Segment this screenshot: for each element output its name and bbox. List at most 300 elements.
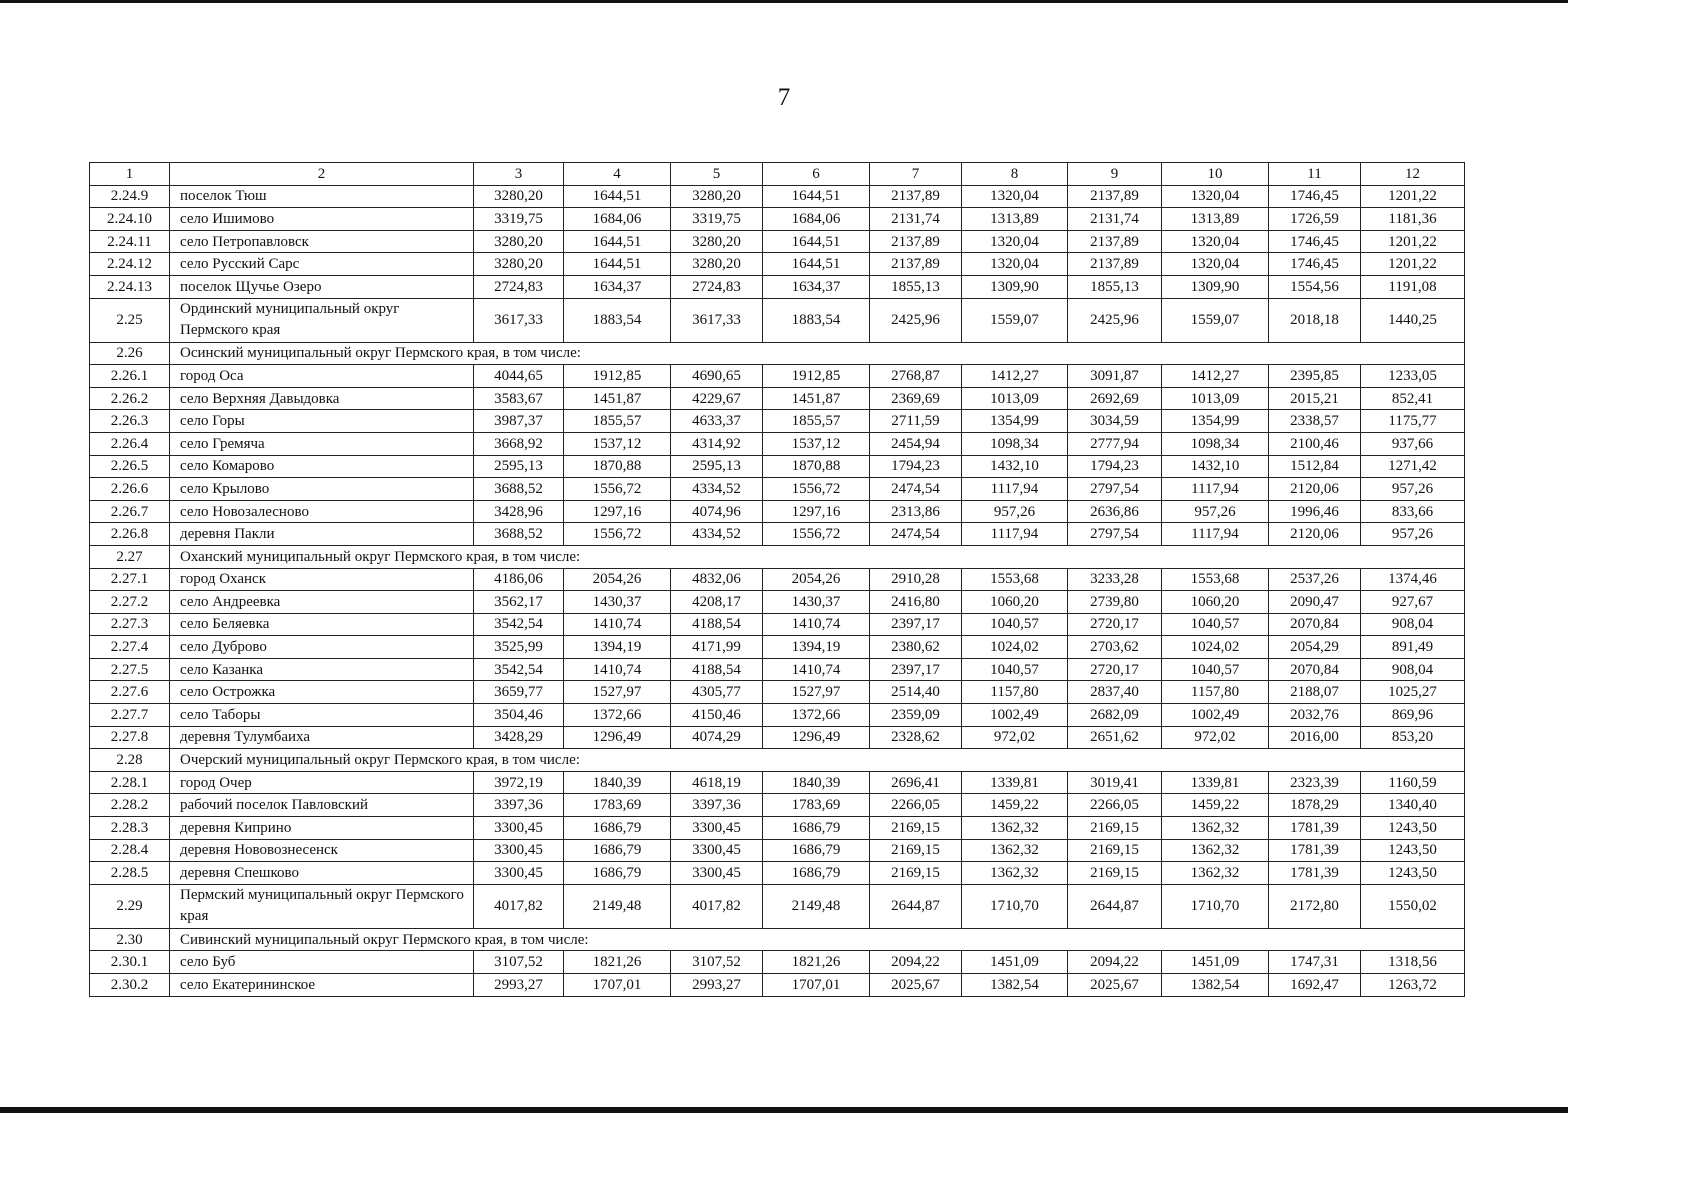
value-cell: 1320,04 [1162,230,1269,253]
table-row [90,817,1465,840]
value-cell: 1430,37 [564,591,671,614]
value-cell: 1432,10 [1162,455,1269,478]
value-cell: 2137,89 [870,230,962,253]
value-cell: 2369,69 [870,387,962,410]
value-cell: 2474,54 [870,478,962,501]
value-cell: 1374,46 [1361,568,1465,591]
value-cell: 1878,29 [1269,794,1361,817]
value-cell: 1320,04 [962,230,1068,253]
value-cell: 2100,46 [1269,432,1361,455]
value-cell: 1550,02 [1361,884,1465,928]
row-number: 2.26.6 [90,478,170,501]
value-cell: 1686,79 [564,862,671,885]
value-cell: 1318,56 [1361,951,1465,974]
value-cell: 1634,37 [564,275,671,298]
value-cell: 1644,51 [564,230,671,253]
value-cell: 1320,04 [1162,253,1269,276]
row-number: 2.26.5 [90,455,170,478]
value-cell: 2636,86 [1068,500,1162,523]
value-cell: 1040,57 [962,613,1068,636]
value-cell: 891,49 [1361,636,1465,659]
value-cell: 1644,51 [763,230,870,253]
settlement-name: село Острожка [170,681,474,704]
table-row [90,253,1465,276]
value-cell: 3542,54 [474,658,564,681]
value-cell: 1644,51 [763,185,870,208]
value-cell: 1362,32 [962,862,1068,885]
value-cell: 1117,94 [962,478,1068,501]
value-cell: 4171,99 [671,636,763,659]
value-cell: 1553,68 [962,568,1068,591]
value-cell: 2169,15 [1068,817,1162,840]
value-cell: 3300,45 [671,817,763,840]
value-cell: 3280,20 [671,185,763,208]
value-cell: 1855,13 [870,275,962,298]
value-cell: 1372,66 [564,704,671,727]
value-cell: 2595,13 [671,455,763,478]
value-cell: 1451,09 [962,951,1068,974]
value-cell: 1098,34 [962,432,1068,455]
value-cell: 4832,06 [671,568,763,591]
row-number: 2.30 [90,928,170,951]
value-cell: 3659,77 [474,681,564,704]
settlement-name: поселок Тюш [170,185,474,208]
value-cell: 2169,15 [870,817,962,840]
value-cell: 3233,28 [1068,568,1162,591]
value-cell: 2137,89 [870,185,962,208]
value-cell: 957,26 [1361,523,1465,546]
value-cell: 1362,32 [1162,839,1269,862]
value-cell: 3280,20 [474,185,564,208]
value-cell: 3280,20 [671,230,763,253]
page-number: 7 [777,84,791,111]
row-number: 2.24.11 [90,230,170,253]
value-cell: 1002,49 [1162,704,1269,727]
column-header: 10 [1162,163,1269,186]
value-cell: 3280,20 [671,253,763,276]
value-cell: 852,41 [1361,387,1465,410]
value-cell: 4044,65 [474,365,564,388]
row-number: 2.24.9 [90,185,170,208]
table-row [90,275,1465,298]
value-cell: 1098,34 [1162,432,1269,455]
value-cell: 2692,69 [1068,387,1162,410]
value-cell: 1201,22 [1361,253,1465,276]
value-cell: 1707,01 [763,974,870,997]
value-cell: 1556,72 [564,478,671,501]
value-cell: 2137,89 [870,253,962,276]
value-cell: 1746,45 [1269,253,1361,276]
settlement-name: село Екатерининское [170,974,474,997]
row-number: 2.27.3 [90,613,170,636]
value-cell: 4186,06 [474,568,564,591]
value-cell: 1840,39 [564,771,671,794]
value-cell: 1726,59 [1269,208,1361,231]
tariff-table [89,162,1465,997]
value-cell: 4334,52 [671,478,763,501]
value-cell: 1553,68 [1162,568,1269,591]
value-cell: 2993,27 [671,974,763,997]
value-cell: 2711,59 [870,410,962,433]
value-cell: 1372,66 [763,704,870,727]
value-cell: 3525,99 [474,636,564,659]
value-cell: 1634,37 [763,275,870,298]
value-cell: 3397,36 [671,794,763,817]
value-cell: 2054,29 [1269,636,1361,659]
row-number: 2.24.12 [90,253,170,276]
value-cell: 1382,54 [962,974,1068,997]
row-number: 2.28.2 [90,794,170,817]
value-cell: 2149,48 [763,884,870,928]
section-title: Осинский муниципальный округ Пермского края, в том числе: [170,342,1465,365]
value-cell: 2720,17 [1068,658,1162,681]
value-cell: 4314,92 [671,432,763,455]
value-cell: 2454,94 [870,432,962,455]
value-cell: 2397,17 [870,613,962,636]
table-row [90,839,1465,862]
value-cell: 4188,54 [671,613,763,636]
value-cell: 1412,27 [962,365,1068,388]
value-cell: 908,04 [1361,613,1465,636]
value-cell: 1313,89 [962,208,1068,231]
value-cell: 1362,32 [962,817,1068,840]
header-row [90,163,1465,186]
settlement-name: село Ишимово [170,208,474,231]
settlement-name: село Беляевка [170,613,474,636]
value-cell: 1710,70 [962,884,1068,928]
value-cell: 1692,47 [1269,974,1361,997]
table-row [90,884,1465,928]
table-row [90,636,1465,659]
value-cell: 1747,31 [1269,951,1361,974]
table-row [90,432,1465,455]
row-number: 2.30.2 [90,974,170,997]
value-cell: 1024,02 [1162,636,1269,659]
value-cell: 1644,51 [564,185,671,208]
value-cell: 4305,77 [671,681,763,704]
settlement-name: село Крылово [170,478,474,501]
value-cell: 3562,17 [474,591,564,614]
value-cell: 1883,54 [763,298,870,342]
value-cell: 2172,80 [1269,884,1361,928]
row-number: 2.26.7 [90,500,170,523]
value-cell: 2137,89 [1068,230,1162,253]
value-cell: 957,26 [1162,500,1269,523]
table-row [90,704,1465,727]
column-header: 1 [90,163,170,186]
value-cell: 2474,54 [870,523,962,546]
value-cell: 2137,89 [1068,253,1162,276]
value-cell: 3091,87 [1068,365,1162,388]
value-cell: 1440,25 [1361,298,1465,342]
section-row [90,928,1465,951]
value-cell: 2595,13 [474,455,564,478]
settlement-name: село Дуброво [170,636,474,659]
row-number: 2.24.10 [90,208,170,231]
table-row [90,794,1465,817]
settlement-name: поселок Щучье Озеро [170,275,474,298]
value-cell: 1512,84 [1269,455,1361,478]
value-cell: 3504,46 [474,704,564,727]
value-cell: 3668,92 [474,432,564,455]
value-cell: 4208,17 [671,591,763,614]
value-cell: 1537,12 [763,432,870,455]
value-cell: 1157,80 [962,681,1068,704]
scan-top-edge [0,0,1568,3]
column-header: 7 [870,163,962,186]
value-cell: 3987,37 [474,410,564,433]
value-cell: 4618,19 [671,771,763,794]
value-cell: 2016,00 [1269,726,1361,749]
value-cell: 908,04 [1361,658,1465,681]
value-cell: 4334,52 [671,523,763,546]
value-cell: 2739,80 [1068,591,1162,614]
value-cell: 1263,72 [1361,974,1465,997]
value-cell: 2094,22 [870,951,962,974]
value-cell: 2910,28 [870,568,962,591]
value-cell: 957,26 [1361,478,1465,501]
table-row [90,230,1465,253]
value-cell: 1362,32 [962,839,1068,862]
value-cell: 1313,89 [1162,208,1269,231]
value-cell: 4017,82 [474,884,564,928]
value-cell: 2018,18 [1269,298,1361,342]
value-cell: 1686,79 [763,817,870,840]
value-cell: 2070,84 [1269,613,1361,636]
value-cell: 1912,85 [763,365,870,388]
value-cell: 1686,79 [763,862,870,885]
value-cell: 1410,74 [763,613,870,636]
value-cell: 1117,94 [1162,478,1269,501]
value-cell: 2768,87 [870,365,962,388]
settlement-name: Ординский муниципальный округ Пермского края [170,298,474,342]
value-cell: 3428,29 [474,726,564,749]
value-cell: 2149,48 [564,884,671,928]
table-row [90,951,1465,974]
value-cell: 869,96 [1361,704,1465,727]
value-cell: 1339,81 [962,771,1068,794]
settlement-name: деревня Нововознесенск [170,839,474,862]
value-cell: 1243,50 [1361,839,1465,862]
value-cell: 1117,94 [962,523,1068,546]
value-cell: 1556,72 [564,523,671,546]
value-cell: 1320,04 [962,253,1068,276]
value-cell: 1309,90 [1162,275,1269,298]
value-cell: 3542,54 [474,613,564,636]
value-cell: 2338,57 [1269,410,1361,433]
value-cell: 1024,02 [962,636,1068,659]
settlement-name: село Гремяча [170,432,474,455]
row-number: 2.28.3 [90,817,170,840]
value-cell: 1191,08 [1361,275,1465,298]
table-row [90,862,1465,885]
value-cell: 2131,74 [870,208,962,231]
settlement-name: город Оса [170,365,474,388]
row-number: 2.26.2 [90,387,170,410]
settlement-name: село Горы [170,410,474,433]
value-cell: 3617,33 [671,298,763,342]
value-cell: 1233,05 [1361,365,1465,388]
value-cell: 1459,22 [1162,794,1269,817]
column-header: 6 [763,163,870,186]
value-cell: 2993,27 [474,974,564,997]
value-cell: 1684,06 [763,208,870,231]
value-cell: 1781,39 [1269,817,1361,840]
settlement-name: село Новозалесново [170,500,474,523]
settlement-name: деревня Киприно [170,817,474,840]
settlement-name: село Русский Сарс [170,253,474,276]
value-cell: 1781,39 [1269,839,1361,862]
value-cell: 3300,45 [474,862,564,885]
value-cell: 1060,20 [1162,591,1269,614]
row-number: 2.27.2 [90,591,170,614]
settlement-name: село Комарово [170,455,474,478]
row-number: 2.27.7 [90,704,170,727]
settlement-name: Пермский муниципальный округ Пермского края [170,884,474,928]
value-cell: 3300,45 [474,817,564,840]
value-cell: 1855,57 [763,410,870,433]
value-cell: 1686,79 [564,839,671,862]
value-cell: 2169,15 [1068,839,1162,862]
table-row [90,500,1465,523]
row-number: 2.28.5 [90,862,170,885]
settlement-name: село Таборы [170,704,474,727]
value-cell: 1451,87 [564,387,671,410]
row-number: 2.27.4 [90,636,170,659]
value-cell: 1320,04 [1162,185,1269,208]
table-row [90,771,1465,794]
value-cell: 1201,22 [1361,230,1465,253]
value-cell: 4150,46 [671,704,763,727]
value-cell: 3688,52 [474,478,564,501]
value-cell: 2395,85 [1269,365,1361,388]
value-cell: 1527,97 [763,681,870,704]
value-cell: 1320,04 [962,185,1068,208]
row-number: 2.26.8 [90,523,170,546]
value-cell: 2131,74 [1068,208,1162,231]
column-header: 11 [1269,163,1361,186]
value-cell: 1794,23 [870,455,962,478]
value-cell: 1707,01 [564,974,671,997]
value-cell: 1644,51 [763,253,870,276]
value-cell: 1556,72 [763,523,870,546]
settlement-name: село Андреевка [170,591,474,614]
value-cell: 2425,96 [870,298,962,342]
row-number: 2.28 [90,749,170,772]
row-number: 2.28.1 [90,771,170,794]
value-cell: 2169,15 [870,839,962,862]
value-cell: 1644,51 [564,253,671,276]
row-number: 2.26.3 [90,410,170,433]
value-cell: 1297,16 [564,500,671,523]
table-row [90,681,1465,704]
value-cell: 1432,10 [962,455,1068,478]
value-cell: 3428,96 [474,500,564,523]
value-cell: 2703,62 [1068,636,1162,659]
settlement-name: село Петропавловск [170,230,474,253]
value-cell: 2137,89 [1068,185,1162,208]
scan-bottom-edge [0,1107,1568,1113]
value-cell: 2797,54 [1068,523,1162,546]
value-cell: 2090,47 [1269,591,1361,614]
table-row [90,208,1465,231]
settlement-name: город Оханск [170,568,474,591]
value-cell: 1783,69 [763,794,870,817]
settlement-name: рабочий поселок Павловский [170,794,474,817]
value-cell: 2169,15 [1068,862,1162,885]
value-cell: 1201,22 [1361,185,1465,208]
value-cell: 3107,52 [474,951,564,974]
value-cell: 4188,54 [671,658,763,681]
value-cell: 1362,32 [1162,862,1269,885]
value-cell: 2720,17 [1068,613,1162,636]
value-cell: 1354,99 [962,410,1068,433]
value-cell: 1746,45 [1269,185,1361,208]
value-cell: 2724,83 [671,275,763,298]
row-number: 2.27.1 [90,568,170,591]
value-cell: 3107,52 [671,951,763,974]
value-cell: 1013,09 [1162,387,1269,410]
value-cell: 1040,57 [962,658,1068,681]
value-cell: 853,20 [1361,726,1465,749]
value-cell: 2054,26 [564,568,671,591]
value-cell: 3280,20 [474,230,564,253]
value-cell: 1996,46 [1269,500,1361,523]
value-cell: 2094,22 [1068,951,1162,974]
value-cell: 1410,74 [763,658,870,681]
value-cell: 957,26 [962,500,1068,523]
table-row [90,658,1465,681]
table-row [90,298,1465,342]
value-cell: 2188,07 [1269,681,1361,704]
value-cell: 1855,13 [1068,275,1162,298]
value-cell: 972,02 [962,726,1068,749]
value-cell: 1040,57 [1162,658,1269,681]
value-cell: 1412,27 [1162,365,1269,388]
table-row [90,591,1465,614]
value-cell: 1686,79 [763,839,870,862]
value-cell: 1855,57 [564,410,671,433]
value-cell: 1559,07 [962,298,1068,342]
row-number: 2.27.6 [90,681,170,704]
value-cell: 1710,70 [1162,884,1269,928]
column-header: 2 [170,163,474,186]
value-cell: 1410,74 [564,658,671,681]
value-cell: 4229,67 [671,387,763,410]
table-row [90,455,1465,478]
value-cell: 3300,45 [671,839,763,862]
settlement-name: село Верхняя Давыдовка [170,387,474,410]
table-row [90,726,1465,749]
value-cell: 1340,40 [1361,794,1465,817]
value-cell: 4633,37 [671,410,763,433]
value-cell: 1821,26 [564,951,671,974]
table-row [90,523,1465,546]
value-cell: 1883,54 [564,298,671,342]
value-cell: 1410,74 [564,613,671,636]
table-row [90,410,1465,433]
settlement-name: село Казанка [170,658,474,681]
value-cell: 1537,12 [564,432,671,455]
value-cell: 2015,21 [1269,387,1361,410]
value-cell: 2323,39 [1269,771,1361,794]
value-cell: 1243,50 [1361,862,1465,885]
table-row [90,568,1465,591]
value-cell: 2537,26 [1269,568,1361,591]
row-number: 2.27.8 [90,726,170,749]
value-cell: 1870,88 [763,455,870,478]
value-cell: 1559,07 [1162,298,1269,342]
